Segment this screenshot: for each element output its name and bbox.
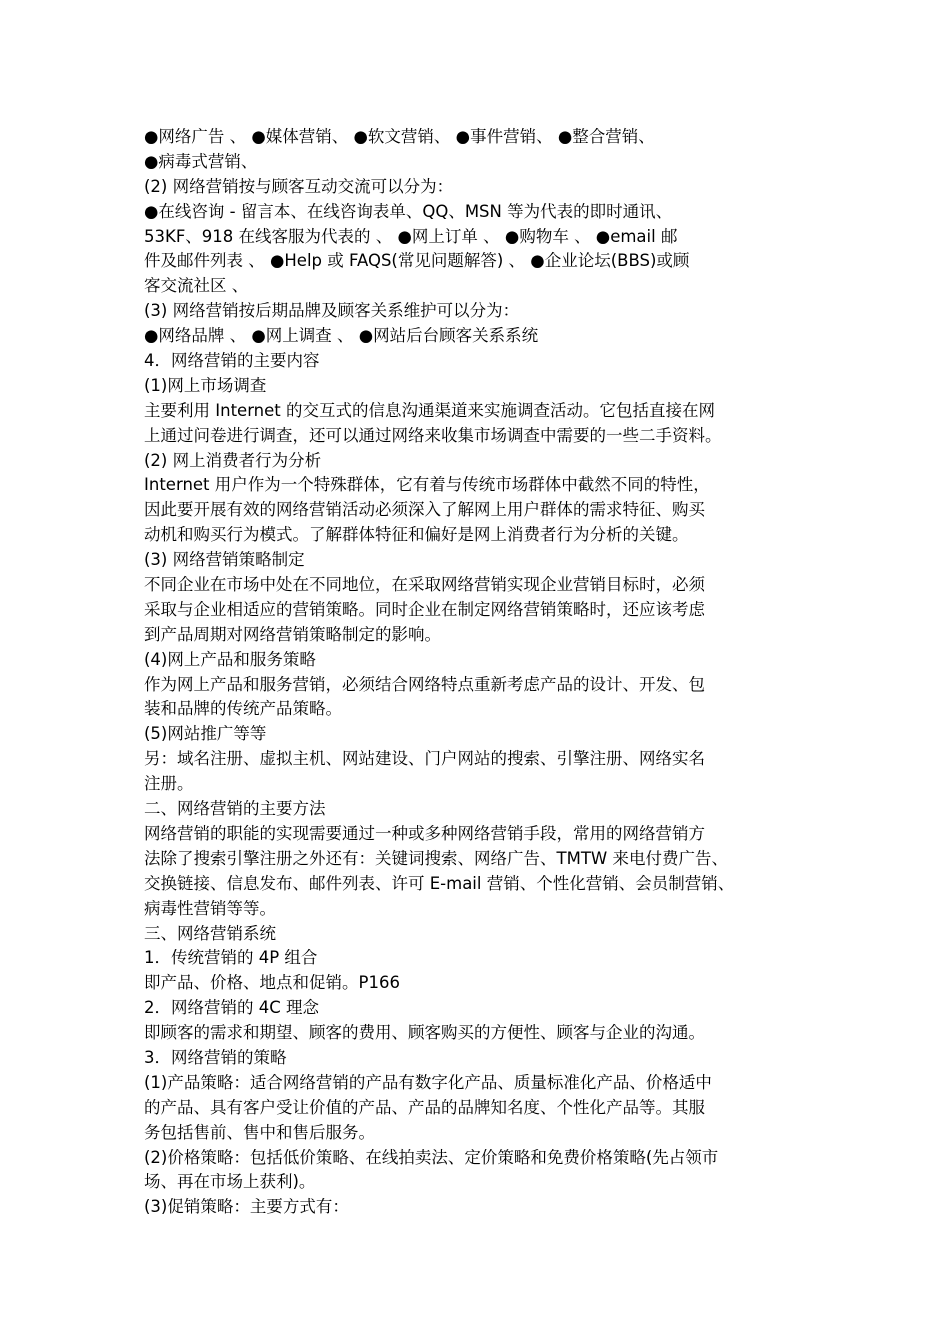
paragraph-line: 场、再在市场上获利)。 <box>144 1172 316 1192</box>
text-line: ●病毒式营销、 <box>144 151 258 171</box>
paragraph-line: 注册。 <box>144 774 194 794</box>
paragraph-line: Internet 用户作为一个特殊群体，它有着与传统市场群体中截然不同的特性， <box>144 475 710 495</box>
paragraph-line: (1)产品策略：适合网络营销的产品有数字化产品、质量标准化产品、价格适中 <box>144 1072 712 1092</box>
section-subheading: (3) 网络营销按后期品牌及顾客关系维护可以分为： <box>144 301 520 321</box>
text-line: 件及邮件列表 、 ●Help 或 FAQS(常见问题解答) 、 ●企业论坛(BBS)或顾 <box>144 251 690 271</box>
section-subheading: (2) 网络营销按与顾客互动交流可以分为： <box>144 176 454 196</box>
text-line: ●在线咨询 - 留言本、在线咨询表单、QQ、MSN 等为代表的即时通讯、 <box>144 201 673 221</box>
paragraph-line: 不同企业在市场中处在不同地位，在采取网络营销实现企业营销目标时，必须 <box>144 575 705 595</box>
paragraph-line: 的产品、具有客户受让价值的产品、产品的品牌知名度、个性化产品等。其服 <box>144 1097 705 1117</box>
paragraph-line: 主要利用 Internet 的交互式的信息沟通渠道来实施调查活动。它包括直接在网 <box>144 400 716 420</box>
section-subheading: (1)网上市场调查 <box>144 375 267 395</box>
paragraph-line: 网络营销的职能的实现需要通过一种或多种网络营销手段，常用的网络营销方 <box>144 823 705 843</box>
text-line: 客交流社区 、 <box>144 276 249 296</box>
paragraph-line: 即顾客的需求和期望、顾客的费用、顾客购买的方便性、顾客与企业的沟通。 <box>144 1023 705 1043</box>
section-heading: 二、网络营销的主要方法 <box>144 799 326 819</box>
section-subheading: 3．网络营销的策略 <box>144 1047 287 1067</box>
paragraph-line: 务包括售前、售中和售后服务。 <box>144 1122 375 1142</box>
section-subheading: (5)网站推广等等 <box>144 724 267 744</box>
section-subheading: 1．传统营销的 4P 组合 <box>144 948 318 968</box>
section-heading: 4．网络营销的主要内容 <box>144 351 320 371</box>
paragraph-line: 动机和购买行为模式。了解群体特征和偏好是网上消费者行为分析的关键。 <box>144 525 689 545</box>
paragraph-line: 法除了搜索引擎注册之外还有：关键词搜索、网络广告、TMTW 来电付费广告、 <box>144 848 728 868</box>
paragraph-line: 因此要开展有效的网络营销活动必须深入了解网上用户群体的需求特征、购买 <box>144 500 705 520</box>
section-subheading: 2．网络营销的 4C 理念 <box>144 998 320 1018</box>
paragraph-line: 即产品、价格、地点和促销。P166 <box>144 973 400 993</box>
section-subheading: (4)网上产品和服务策略 <box>144 649 316 669</box>
paragraph-line: 另：域名注册、虚拟主机、网站建设、门户网站的搜索、引擎注册、网络实名 <box>144 749 705 769</box>
paragraph-line: 装和品牌的传统产品策略。 <box>144 699 342 719</box>
paragraph-line: 作为网上产品和服务营销，必须结合网络特点重新考虑产品的设计、开发、包 <box>144 674 705 694</box>
section-subheading: (2) 网上消费者行为分析 <box>144 450 322 470</box>
paragraph-line: 上通过问卷进行调查，还可以通过网络来收集市场调查中需要的一些二手资料。 <box>144 425 722 445</box>
paragraph-line: (3)促销策略：主要方式有： <box>144 1197 349 1217</box>
paragraph-line: 交换链接、信息发布、邮件列表、许可 E-mail 营销、个性化营销、会员制营销、 <box>144 873 735 893</box>
paragraph-line: 到产品周期对网络营销策略制定的影响。 <box>144 624 441 644</box>
paragraph-line: (2)价格策略：包括低价策略、在线拍卖法、定价策略和免费价格策略(先占领市 <box>144 1147 719 1167</box>
paragraph-line: 病毒性营销等等。 <box>144 898 276 918</box>
paragraph-line: 采取与企业相适应的营销策略。同时企业在制定网络营销策略时，还应该考虑 <box>144 599 705 619</box>
section-heading: 三、网络营销系统 <box>144 923 276 943</box>
document-body <box>144 125 814 1220</box>
section-subheading: (3) 网络营销策略制定 <box>144 550 305 570</box>
text-line: ●网络广告 、 ●媒体营销、 ●软文营销、 ●事件营销、 ●整合营销、 <box>144 127 655 146</box>
text-line: 53KF、918 在线客服为代表的 、 ●网上订单 、 ●购物车 、 ●email 邮 <box>144 226 678 246</box>
text-line: ●网络品牌 、 ●网上调查 、 ●网站后台顾客关系系统 <box>144 326 539 346</box>
